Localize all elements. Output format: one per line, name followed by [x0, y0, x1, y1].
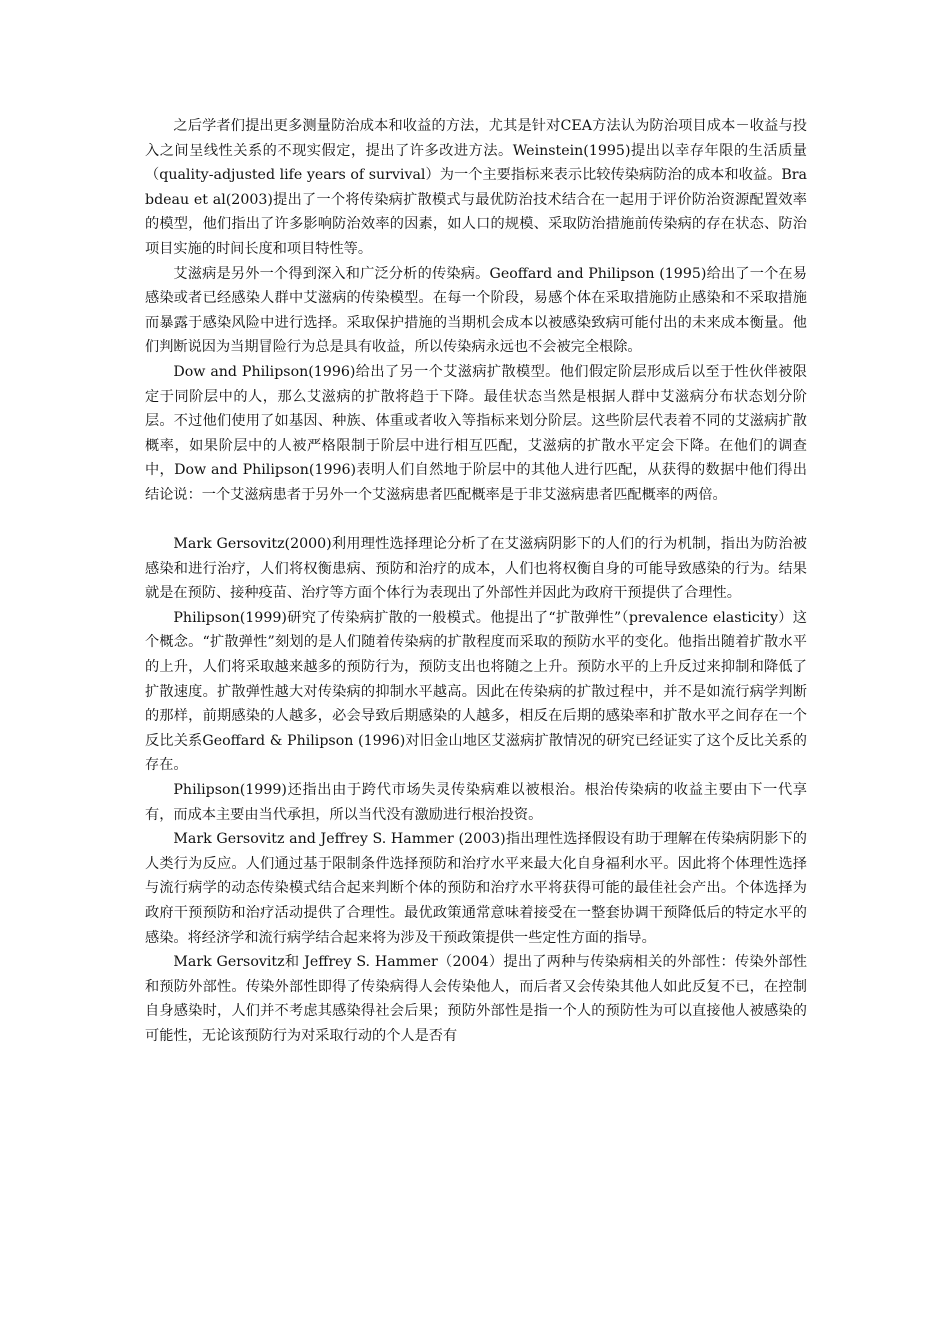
document-page — [145, 114, 807, 1049]
paragraph-aids-model: 艾滋病是另外一个得到深入和广泛分析的传染病。Geoffard and Philipson (1995)给出了一个在易感染或者已经感染人群中艾滋病的传染模型。在每一个阶段，易感个体在采取措施防止感染和不采取措施而暴露于感染风险中进行选择。采取保护措施的当期机会成本以被感染致病可能付出的未来成本衡量。他们判断说因为当期冒险行为总是具有收益，所以传染病永远也不会被完全根除。 — [145, 265, 807, 356]
paragraph-cea-methods: 之后学者们提出更多测量防治成本和收益的方法，尤其是针对CEA方法认为防治项目成本－收益与投入之间呈线性关系的不现实假定，提出了许多改进方法。Weinstein(1995)提出以幸存年限的生活质量（quality-adjusted life years of survival）为一个主要指标来表示比较传染病防治的成本和收益。Brabdeau et al(2003)提出了一个将传染病扩散模式与最优防治技术结合在一起用于评价防治资源配置效率的模型，他们指出了许多影响防治效率的因素，如人口的规模、采取防治措施前传染病的存在状态、防治项目实施的时间长度和项目特性等。 — [145, 118, 807, 257]
paragraph-gersovitz-2000: Mark Gersovitz(2000)利用理性选择理论分析了在艾滋病阴影下的人们的行为机制，指出为防治被感染和进行治疗，人们将权衡患病、预防和治疗的成本，人们也将权衡自身的可能导致感染的行为。结果就是在预防、接种疫苗、治疗等方面个体行为表现出了外部性并因此为政府干预提供了合理性。 — [145, 536, 807, 602]
blank-line — [145, 508, 807, 533]
paragraph-market-failure: Philipson(1999)还指出由于跨代市场失灵传染病难以被根治。根治传染病的收益主要由下一代享有，而成本主要由当代承担，所以当代没有激励进行根治投资。 — [145, 782, 807, 823]
paragraph-dow-philipson: Dow and Philipson(1996)给出了另一个艾滋病扩散模型。他们假定阶层形成后以至于性伙伴被限定于同阶层中的人，那么艾滋病的扩散将趋于下降。最佳状态当然是根据人群中艾滋病分布状态划分阶层。不过他们使用了如基因、种族、体重或者收入等指标来划分阶层。这些阶层代表着不同的艾滋病扩散概率，如果阶层中的人被严格限制于阶层中进行相互匹配，艾滋病的扩散水平定会下降。在他们的调查中，Dow and Philipson(1996)表明人们自然地于阶层中的其他人进行匹配，从获得的数据中他们得出结论说：一个艾滋病患者于另外一个艾滋病患者匹配概率是于非艾滋病患者匹配概率的两倍。 — [145, 363, 807, 503]
paragraph-prevalence-elasticity: Philipson(1999)研究了传染病扩散的一般模式。他提出了“扩散弹性”（prevalence elasticity）这个概念。“扩散弹性”刻划的是人们随着传染病的扩散程度而采取的预防水平的变化。他指出随着扩散水平的上升，人们将采取越来越多的预防行为，预防支出也将随之上升。预防水平的上升反过来抑制和降低了扩散速度。扩散弹性越大对传染病的抑制水平越高。因此在传染病的扩散过程中，并不是如流行病学判断的那样，前期感染的人越多，必会导致后期感染的人越多，相反在后期的感染率和扩散水平之间存在一个反比关系Geoffard & Philipson (1996)对旧金山地区艾滋病扩散情况的研究已经证实了这个反比关系的存在。 — [145, 609, 807, 774]
paragraph-externalities: Mark Gersovitz和 Jeffrey S. Hammer（2004）提出了两种与传染病相关的外部性：传染外部性和预防外部性。传染外部性即得了传染病得人会传染他人，而后者又会传染其他人如此反复不已，在控制自身感染时，人们并不考虑其感染得社会后果；预防外部性是指一个人的预防性为可以直接他人被感染的可能性，无论该预防行为对采取行动的个人是否有 — [145, 954, 807, 1044]
paragraph-rational-choice: Mark Gersovitz and Jeffrey S. Hammer (2003)指出理性选择假设有助于理解在传染病阴影下的人类行为反应。人们通过基于限制条件选择预防和治疗水平来最大化自身福利水平。因此将个体理性选择与流行病学的动态传染模式结合起来判断个体的预防和治疗水平将获得可能的最佳社会产出。个体选择为政府干预预防和治疗活动提供了合理性。最优政策通常意味着接受在一整套协调干预降低后的特定水平的感染。将经济学和流行病学结合起来将为涉及干预政策提供一些定性方面的指导。 — [145, 831, 807, 946]
